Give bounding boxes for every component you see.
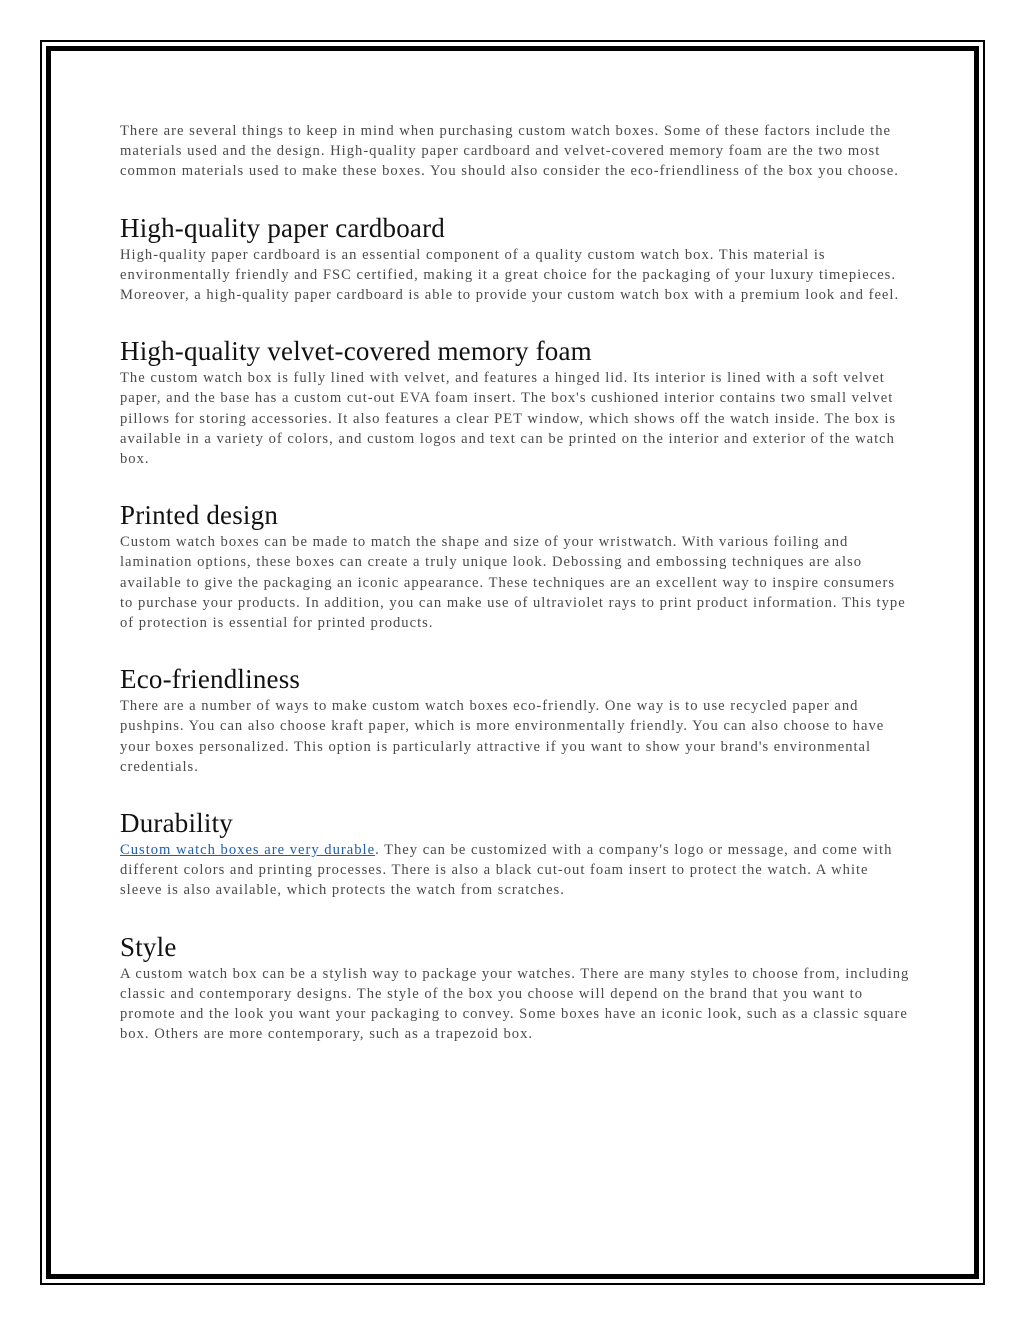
section-body-text: . They can be customized with a company's logo or message, and come with different colors and printing processes. There is also a black cut-out foam insert to protect the watch. A white sleeve is also available, which protects the watch from scratches. [120, 842, 893, 899]
intro-paragraph: There are several things to keep in mind when purchasing custom watch boxes. Some of these factors include the materials used and the design. High-quality paper cardboard and velvet-covered memory foam are the two most common materials used to make these boxes. You should also consider the eco-friendliness of the box you choose. [120, 123, 899, 180]
section-printed-design [120, 498, 910, 633]
section-heading: Style [120, 931, 177, 962]
section-paper-cardboard [120, 211, 910, 306]
section-velvet-foam [120, 334, 910, 469]
section-body: High-quality paper cardboard is an essential component of a quality custom watch box. This material is environmentally friendly and FSC certified, making it a great choice for the packaging of your luxury timepieces. Moreover, a high-quality paper cardboard is able to provide your custom watch box with a premium look and feel. [120, 246, 900, 304]
durable-boxes-link[interactable]: Custom watch boxes are very durable [120, 842, 376, 859]
section-heading: Printed design [120, 500, 279, 531]
section-body: There are a number of ways to make custom watch boxes eco-friendly. One way is to use recycled paper and pushpins. You can also choose kraft paper, which is more environmentally friendly. You can also choose to have your boxes personalized. This option is particularly attractive if you want to show your brand's environmental credentials. [120, 698, 885, 775]
section-eco-friendliness [120, 662, 910, 777]
section-heading: High-quality paper cardboard [120, 212, 445, 243]
section-body: Custom watch boxes can be made to match the shape and size of your wristwatch. With various foiling and lamination options, these boxes can create a truly unique look. Debossing and embossing techniques are also available to give the packaging an iconic appearance. These techniques are an excellent way to inspire consumers to purchase your products. In addition, you can make use of ultraviolet rays to print product information. This type of protection is essential for printed products. [120, 534, 906, 632]
document-body [120, 121, 910, 1044]
section-heading: Eco-friendliness [120, 664, 301, 695]
section-heading: High-quality velvet-covered memory foam [120, 336, 592, 367]
section-durability [120, 806, 910, 901]
section-style [120, 930, 910, 1045]
section-body [120, 840, 910, 901]
section-body: The custom watch box is fully lined with velvet, and features a hinged lid. Its interior is lined with a soft velvet paper, and the base has a custom cut-out EVA foam insert. The box's cushioned interior contains two small velvet pillows for storing accessories. It also features a clear PET window, which shows off the watch inside. The box is available in a variety of colors, and custom logos and text can be printed on the interior and exterior of the watch box. [120, 370, 897, 468]
section-body: A custom watch box can be a stylish way to package your watches. There are many styles to choose from, including classic and contemporary designs. The style of the box you choose will depend on the brand that you want to promote and the look you want your packaging to convey. Some boxes have an iconic look, such as a classic square box. Others are more contemporary, such as a trapezoid box. [120, 965, 910, 1043]
section-heading: Durability [120, 808, 233, 839]
